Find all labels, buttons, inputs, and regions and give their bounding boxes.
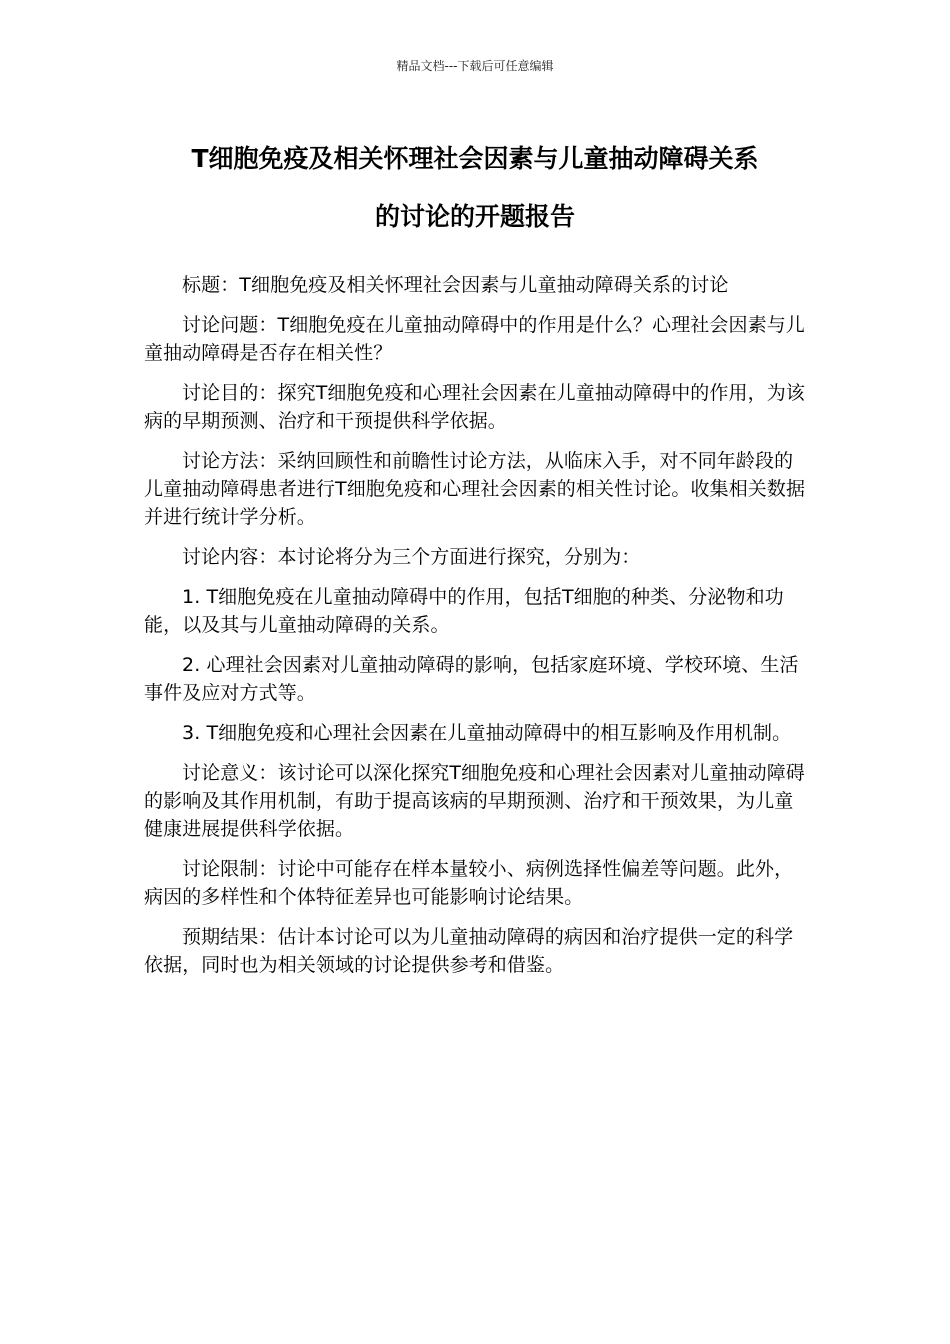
title-line-2: 的讨论的开题报告 bbox=[374, 202, 575, 231]
title-line-1: T细胞免疫及相关怀理社会因素与儿童抽动障碍关系 bbox=[191, 144, 759, 173]
paragraph-topic: 标题：T细胞免疫及相关怀理社会因素与儿童抽动障碍关系的讨论 bbox=[182, 274, 729, 296]
document-body bbox=[144, 271, 812, 991]
paragraph-content-item-1: 1. T细胞免疫在儿童抽动障碍中的作用，包括T细胞的种类、分泌物和功能，以及其与儿童抽动障碍的关系。 bbox=[144, 586, 784, 636]
paragraph-content: 讨论内容：本讨论将分为三个方面进行探究，分别为： bbox=[182, 546, 641, 568]
paragraph-method: 讨论方法：采纳回顾性和前瞻性讨论方法，从临床入手，对不同年龄段的儿童抽动障碍患者进行T细胞免疫和心理社会因素的相关性讨论。收集相关数据并进行统计学分析。 bbox=[144, 450, 806, 528]
paragraph-limitations: 讨论限制：讨论中可能存在样本量较小、病例选择性偏差等问题。此外，病因的多样性和个体特征差异也可能影响讨论结果。 bbox=[144, 858, 794, 908]
header-note: 精品文档---下载后可任意编辑 bbox=[396, 59, 554, 73]
paragraph-question: 讨论问题：T细胞免疫在儿童抽动障碍中的作用是什么？心理社会因素与儿童抽动障碍是否存在相关性？ bbox=[144, 314, 805, 364]
paragraph-expected-results: 预期结果：估计本讨论可以为儿童抽动障碍的病因和治疗提供一定的科学依据，同时也为相关领域的讨论提供参考和借鉴。 bbox=[144, 926, 794, 976]
paragraph-purpose: 讨论目的：探究T细胞免疫和心理社会因素在儿童抽动障碍中的作用，为该病的早期预测、治疗和干预提供科学依据。 bbox=[144, 382, 805, 432]
paragraph-content-item-2: 2. 心理社会因素对儿童抽动障碍的影响，包括家庭环境、学校环境、生活事件及应对方式等。 bbox=[144, 654, 799, 704]
paragraph-content-item-3: 3. T细胞免疫和心理社会因素在儿童抽动障碍中的相互影响及作用机制。 bbox=[182, 722, 792, 744]
document-title bbox=[130, 130, 820, 246]
paragraph-significance: 讨论意义：该讨论可以深化探究T细胞免疫和心理社会因素对儿童抽动障碍的影响及其作用机制，有助于提高该病的早期预测、治疗和干预效果，为儿童健康进展提供科学依据。 bbox=[144, 762, 805, 840]
